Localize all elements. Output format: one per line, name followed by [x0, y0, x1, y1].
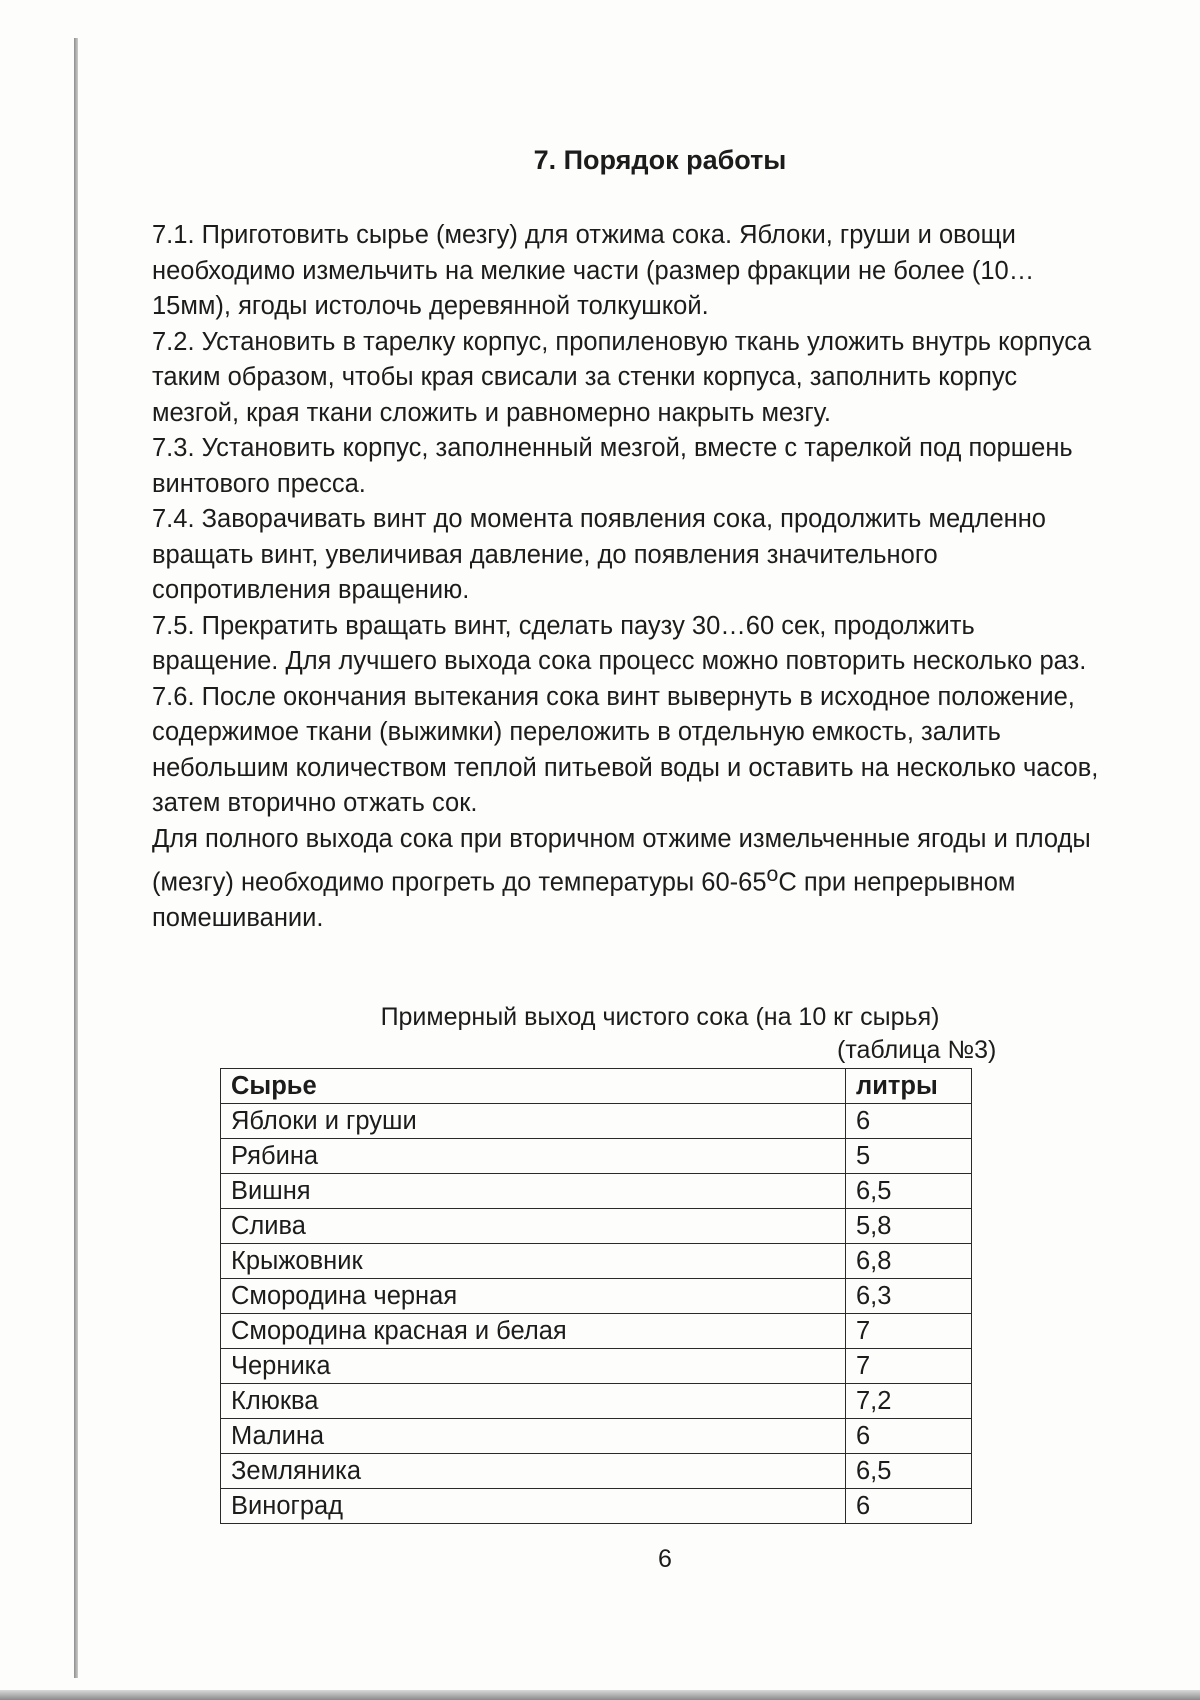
cell-raw-material: Малина — [221, 1419, 846, 1454]
table-body — [221, 1104, 972, 1524]
table-row — [221, 1244, 972, 1279]
cell-raw-material: Земляника — [221, 1454, 846, 1489]
cell-liters: 6,5 — [846, 1454, 972, 1489]
step-7-3: 7.3. Установить корпус, заполненный мезгой, вместе с тарелкой под поршень винтового пресса. — [152, 434, 1073, 498]
section-title: 7. Порядок работы — [533, 145, 787, 175]
table-header-row — [221, 1069, 972, 1104]
scan-left-edge — [74, 38, 78, 1678]
cell-raw-material: Слива — [221, 1209, 846, 1244]
cell-liters: 6 — [846, 1419, 972, 1454]
table-row — [221, 1349, 972, 1384]
cell-raw-material: Крыжовник — [221, 1244, 846, 1279]
cell-raw-material: Смородина красная и белая — [221, 1314, 846, 1349]
table-row — [221, 1104, 972, 1139]
step-7-4: 7.4. Заворачивать винт до момента появления сока, продолжить медленно вращать винт, увеличивая давление, до появления значительного сопротивления вращению. — [152, 505, 1046, 604]
procedure-text — [152, 218, 1102, 937]
table-row — [221, 1314, 972, 1349]
header-raw-material: Сырье — [221, 1069, 846, 1104]
table-row — [221, 1209, 972, 1244]
table-row — [221, 1489, 972, 1524]
cell-raw-material: Черника — [221, 1349, 846, 1384]
cell-raw-material: Клюква — [221, 1384, 846, 1419]
cell-raw-material: Рябина — [221, 1139, 846, 1174]
scan-bottom-edge — [0, 1690, 1200, 1700]
cell-raw-material: Виноград — [221, 1489, 846, 1524]
table-reference: (таблица №3) — [837, 1036, 997, 1064]
cell-liters: 6 — [846, 1489, 972, 1524]
table-row — [221, 1454, 972, 1489]
juice-yield-table — [220, 1068, 972, 1524]
cell-liters: 7 — [846, 1314, 972, 1349]
cell-liters: 5 — [846, 1139, 972, 1174]
step-7-1: 7.1. Приготовить сырье (мезгу) для отжима сока. Яблоки, груши и овощи необходимо измельчить на мелкие части (размер фракции не более (10…15мм), ягоды истолочь деревянной толкушкой. — [152, 221, 1035, 320]
final-note — [152, 822, 1102, 937]
table-row — [221, 1419, 972, 1454]
cell-liters: 5,8 — [846, 1209, 972, 1244]
degree-symbol: o — [766, 862, 779, 886]
cell-liters: 6,5 — [846, 1174, 972, 1209]
table-caption: Примерный выход чистого сока (на 10 кг сырья) — [380, 1003, 940, 1031]
cell-raw-material: Вишня — [221, 1174, 846, 1209]
cell-raw-material: Смородина черная — [221, 1279, 846, 1314]
final-note-text: Для полного выхода сока при вторичном отжиме измельченные ягоды и плоды (мезгу) необходимо прогреть до температуры 60-65 — [152, 824, 1091, 897]
step-7-2: 7.2. Установить в тарелку корпус, пропиленовую ткань уложить внутрь корпуса таким образом, чтобы края свисали за стенки корпуса, заполнить корпус мезгой, края ткани сложить и равномерно накрыть мезгу. — [152, 327, 1092, 427]
cell-raw-material: Яблоки и груши — [221, 1104, 846, 1139]
cell-liters: 6,3 — [846, 1279, 972, 1314]
table-row — [221, 1174, 972, 1209]
table-row — [221, 1139, 972, 1174]
header-liters: литры — [846, 1069, 972, 1104]
cell-liters: 7 — [846, 1349, 972, 1384]
page-number: 6 — [658, 1545, 672, 1573]
cell-liters: 6 — [846, 1104, 972, 1139]
step-7-5: 7.5. Прекратить вращать винт, сделать паузу 30…60 сек, продолжить вращение. Для лучшего выхода сока процесс можно повторить несколько раз. — [152, 611, 1087, 675]
table-row — [221, 1384, 972, 1419]
cell-liters: 6,8 — [846, 1244, 972, 1279]
cell-liters: 7,2 — [846, 1384, 972, 1419]
table-row — [221, 1279, 972, 1314]
step-7-6: 7.6. После окончания вытекания сока винт вывернуть в исходное положение, содержимое ткани (выжимки) переложить в отдельную емкость, залить небольшим количеством теплой питьевой воды и оставить на несколько часов, затем вторично отжать сок. — [152, 682, 1099, 817]
final-note-text-after: С при непрерывном помешивании. — [152, 868, 1016, 932]
